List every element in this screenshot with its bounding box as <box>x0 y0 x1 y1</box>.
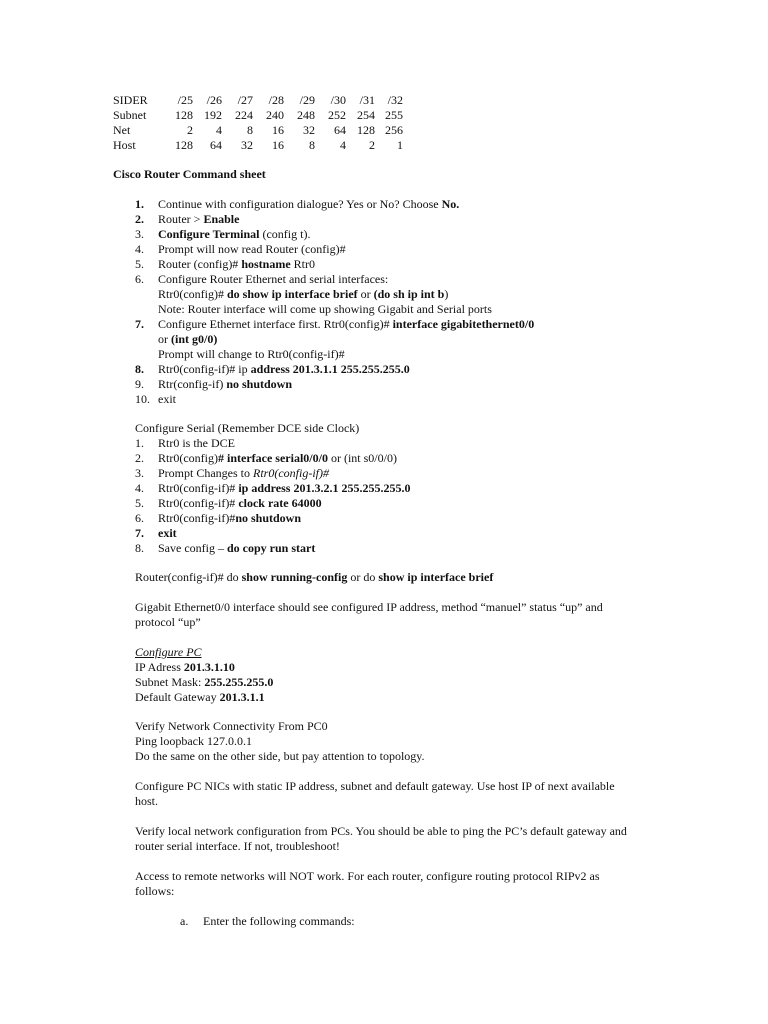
text-run: no shutdown <box>235 511 302 525</box>
command-item-text <box>158 197 459 212</box>
serial-item-number: 7. <box>135 526 144 540</box>
cidr-cell: 255 <box>385 108 403 122</box>
command-item-number: 6. <box>135 272 144 286</box>
remote-line1: Access to remote networks will NOT work. For each router, configure routing protocol RIPv2 as <box>135 869 600 883</box>
serial-heading: Configure Serial (Remember DCE side Clock) <box>135 421 360 435</box>
remote-line2: follows: <box>135 884 175 898</box>
text-run: or <box>158 332 171 346</box>
serial-item-number: 1. <box>135 436 144 450</box>
text-run: do copy run start <box>226 541 316 555</box>
cidr-cell: 2 <box>187 123 193 137</box>
serial-item-number: 3. <box>135 466 144 480</box>
nics-line1: Configure PC NICs with static IP address, subnet and default gateway. Use host IP of next available <box>135 779 615 793</box>
pc-config-line <box>135 675 273 690</box>
cidr-row <box>113 123 403 138</box>
text-run: clock rate 64000 <box>238 496 322 510</box>
serial-item-text <box>158 511 301 526</box>
command-item-number: 7. <box>135 317 144 331</box>
serial-item-text <box>158 436 235 451</box>
text-run: or do <box>347 570 379 584</box>
text-run: Router(config-if)# do <box>135 570 242 584</box>
text-run: Subnet Mask: <box>135 675 205 689</box>
pc-config-line <box>135 690 265 705</box>
gigabit-note-line2: protocol “up” <box>135 615 201 629</box>
text-run: interface gigabitethernet0/0 <box>392 317 535 331</box>
gigabit-note-line1: Gigabit Ethernet0/0 interface should see configured IP address, method “manuel” status “up” and <box>135 600 603 614</box>
text-run: ip address 201.3.2.1 255.255.255.0 <box>238 481 411 495</box>
text-run: Rtr0(config-if)# <box>253 466 329 480</box>
text-run: Prompt will now read Router (config)# <box>158 242 346 256</box>
cidr-cell: 254 <box>357 108 375 122</box>
command-item-number: 10. <box>135 392 150 406</box>
cidr-cell: 4 <box>216 123 222 137</box>
text-run: Rtr0 is the DCE <box>158 436 235 450</box>
command-item-number: 3. <box>135 227 144 241</box>
cidr-row-label: Host <box>113 138 136 152</box>
cidr-cell: 128 <box>357 123 375 137</box>
verify-local-line1: Verify local network configuration from PCs. You should be able to ping the PC’s default gateway and <box>135 824 627 838</box>
cidr-cell: 252 <box>328 108 346 122</box>
cidr-row-label: Subnet <box>113 108 147 122</box>
cidr-table <box>113 93 403 153</box>
serial-item-number: 5. <box>135 496 144 510</box>
cidr-row-label: SIDER <box>113 93 148 107</box>
command-item-text <box>158 392 176 407</box>
text-run: Rtr(config-if) <box>158 377 227 391</box>
text-run: Continue with configuration dialogue? Yes or No? Choose <box>158 197 442 211</box>
command-item-number: 8. <box>135 362 144 376</box>
verify-line: Verify Network Connectivity From PC0 <box>135 719 328 733</box>
command-item-number: 1. <box>135 197 144 211</box>
verify-line: Ping loopback 127.0.0.1 <box>135 734 252 748</box>
text-run: Rtr0(config-if)# <box>158 481 239 495</box>
text-run: show ip interface brief <box>378 570 494 584</box>
command-item-text <box>158 317 534 332</box>
configure-pc-heading: Configure PC <box>135 645 202 659</box>
text-run: (config t). <box>259 227 311 241</box>
show-commands-line <box>135 570 493 585</box>
text-run: (do sh ip int b <box>373 287 445 301</box>
text-run: exit <box>158 392 176 406</box>
cidr-cell: 192 <box>204 108 222 122</box>
text-run: 201.3.1.1 <box>219 690 265 704</box>
cidr-cell: 16 <box>272 138 284 152</box>
command-item-number: 2. <box>135 212 144 226</box>
text-run: # interface serial0/0/0 <box>217 451 328 465</box>
pc-config-line <box>135 660 235 675</box>
text-run: Router (config)# <box>158 257 242 271</box>
text-run: Prompt Changes to <box>158 466 253 480</box>
text-run: Enable <box>203 212 240 226</box>
serial-item-text <box>158 451 397 466</box>
cidr-cell: 8 <box>309 138 315 152</box>
cidr-cell: 128 <box>175 108 193 122</box>
verify-local-line2: router serial interface. If not, troubleshoot! <box>135 839 340 853</box>
text-run: No. <box>441 197 460 211</box>
cidr-row-label: Net <box>113 123 131 137</box>
section-title: Cisco Router Command sheet <box>113 167 266 181</box>
text-run: show running-config <box>241 570 348 584</box>
text-run: 255.255.255.0 <box>204 675 274 689</box>
cidr-cell: 32 <box>303 123 315 137</box>
text-run: ) <box>444 287 449 301</box>
text-run: Prompt will change to Rtr0(config-if)# <box>158 347 345 361</box>
cidr-cell: 224 <box>235 108 253 122</box>
text-run: Rtr0(config-if)# <box>158 496 239 510</box>
cidr-cell: /26 <box>206 93 222 107</box>
command-item-text <box>158 212 239 227</box>
text-run: 201.3.1.10 <box>183 660 235 674</box>
cidr-cell: /27 <box>237 93 253 107</box>
text-run: address 201.3.1.1 255.255.255.0 <box>250 362 410 376</box>
command-item-text <box>158 377 292 392</box>
cidr-cell: /29 <box>299 93 315 107</box>
command-item-text <box>158 257 315 272</box>
sub-item-number: a. <box>180 914 189 928</box>
serial-item-text <box>158 526 177 541</box>
nics-line2: host. <box>135 794 159 808</box>
cidr-cell: 128 <box>175 138 193 152</box>
cidr-row <box>113 138 403 153</box>
cidr-cell: 16 <box>272 123 284 137</box>
cidr-cell: 1 <box>397 138 403 152</box>
command-item-text <box>158 272 388 287</box>
text-run: Save config – <box>158 541 227 555</box>
text-run: Rtr0(config) <box>158 451 218 465</box>
cidr-cell: 4 <box>340 138 346 152</box>
command-item-text <box>158 227 310 242</box>
serial-item-number: 2. <box>135 451 144 465</box>
text-run: Configure Router Ethernet and serial interfaces: <box>158 272 389 286</box>
serial-item-number: 4. <box>135 481 144 495</box>
cidr-cell: /30 <box>330 93 346 107</box>
text-run: Router > <box>158 212 204 226</box>
command-item-text <box>158 347 345 362</box>
text-run: or <box>357 287 374 301</box>
serial-item-text <box>158 481 410 496</box>
cidr-cell: 240 <box>266 108 284 122</box>
command-item-text <box>158 287 448 302</box>
text-run: (int g0/0) <box>171 332 218 346</box>
cidr-cell: 2 <box>369 138 375 152</box>
command-item-text <box>158 242 346 257</box>
cidr-cell: 32 <box>241 138 253 152</box>
text-run: Rtr0(config)# <box>158 287 227 301</box>
cidr-row <box>113 108 403 123</box>
text-run: Rtr0(config-if)# ip <box>158 362 251 376</box>
text-run: hostname <box>241 257 291 271</box>
serial-item-text <box>158 496 322 511</box>
verify-line: Do the same on the other side, but pay attention to topology. <box>135 749 425 763</box>
text-run: IP Adress <box>135 660 184 674</box>
text-run: Configure Terminal <box>158 227 260 241</box>
cidr-cell: /31 <box>359 93 375 107</box>
cidr-cell: /32 <box>387 93 403 107</box>
cidr-cell: 64 <box>210 138 222 152</box>
command-item-number: 9. <box>135 377 144 391</box>
text-run: exit <box>158 526 177 540</box>
command-item-text <box>158 362 410 377</box>
command-item-text <box>158 302 492 317</box>
text-run: no shutdown <box>226 377 293 391</box>
cidr-cell: /25 <box>177 93 193 107</box>
serial-item-text <box>158 541 315 556</box>
command-item-text <box>158 332 217 347</box>
cidr-cell: 248 <box>297 108 315 122</box>
cidr-cell: 8 <box>247 123 253 137</box>
cidr-cell: 64 <box>334 123 346 137</box>
cidr-cell: 256 <box>385 123 403 137</box>
sub-item-text: Enter the following commands: <box>203 914 355 928</box>
command-item-number: 5. <box>135 257 144 271</box>
text-run: Configure Ethernet interface first. Rtr0(config)# <box>158 317 393 331</box>
text-run: do show ip interface brief <box>226 287 358 301</box>
cidr-cell: /28 <box>268 93 284 107</box>
serial-item-number: 8. <box>135 541 144 555</box>
text-run: Default Gateway <box>135 690 220 704</box>
text-run: Note: Router interface will come up showing Gigabit and Serial ports <box>158 302 492 316</box>
cidr-row <box>113 93 403 108</box>
command-item-number: 4. <box>135 242 144 256</box>
text-run: Rtr0(config-if)# <box>158 511 236 525</box>
serial-item-number: 6. <box>135 511 144 525</box>
text-run: or (int s0/0/0) <box>327 451 397 465</box>
text-run: Rtr0 <box>290 257 315 271</box>
serial-item-text <box>158 466 329 481</box>
